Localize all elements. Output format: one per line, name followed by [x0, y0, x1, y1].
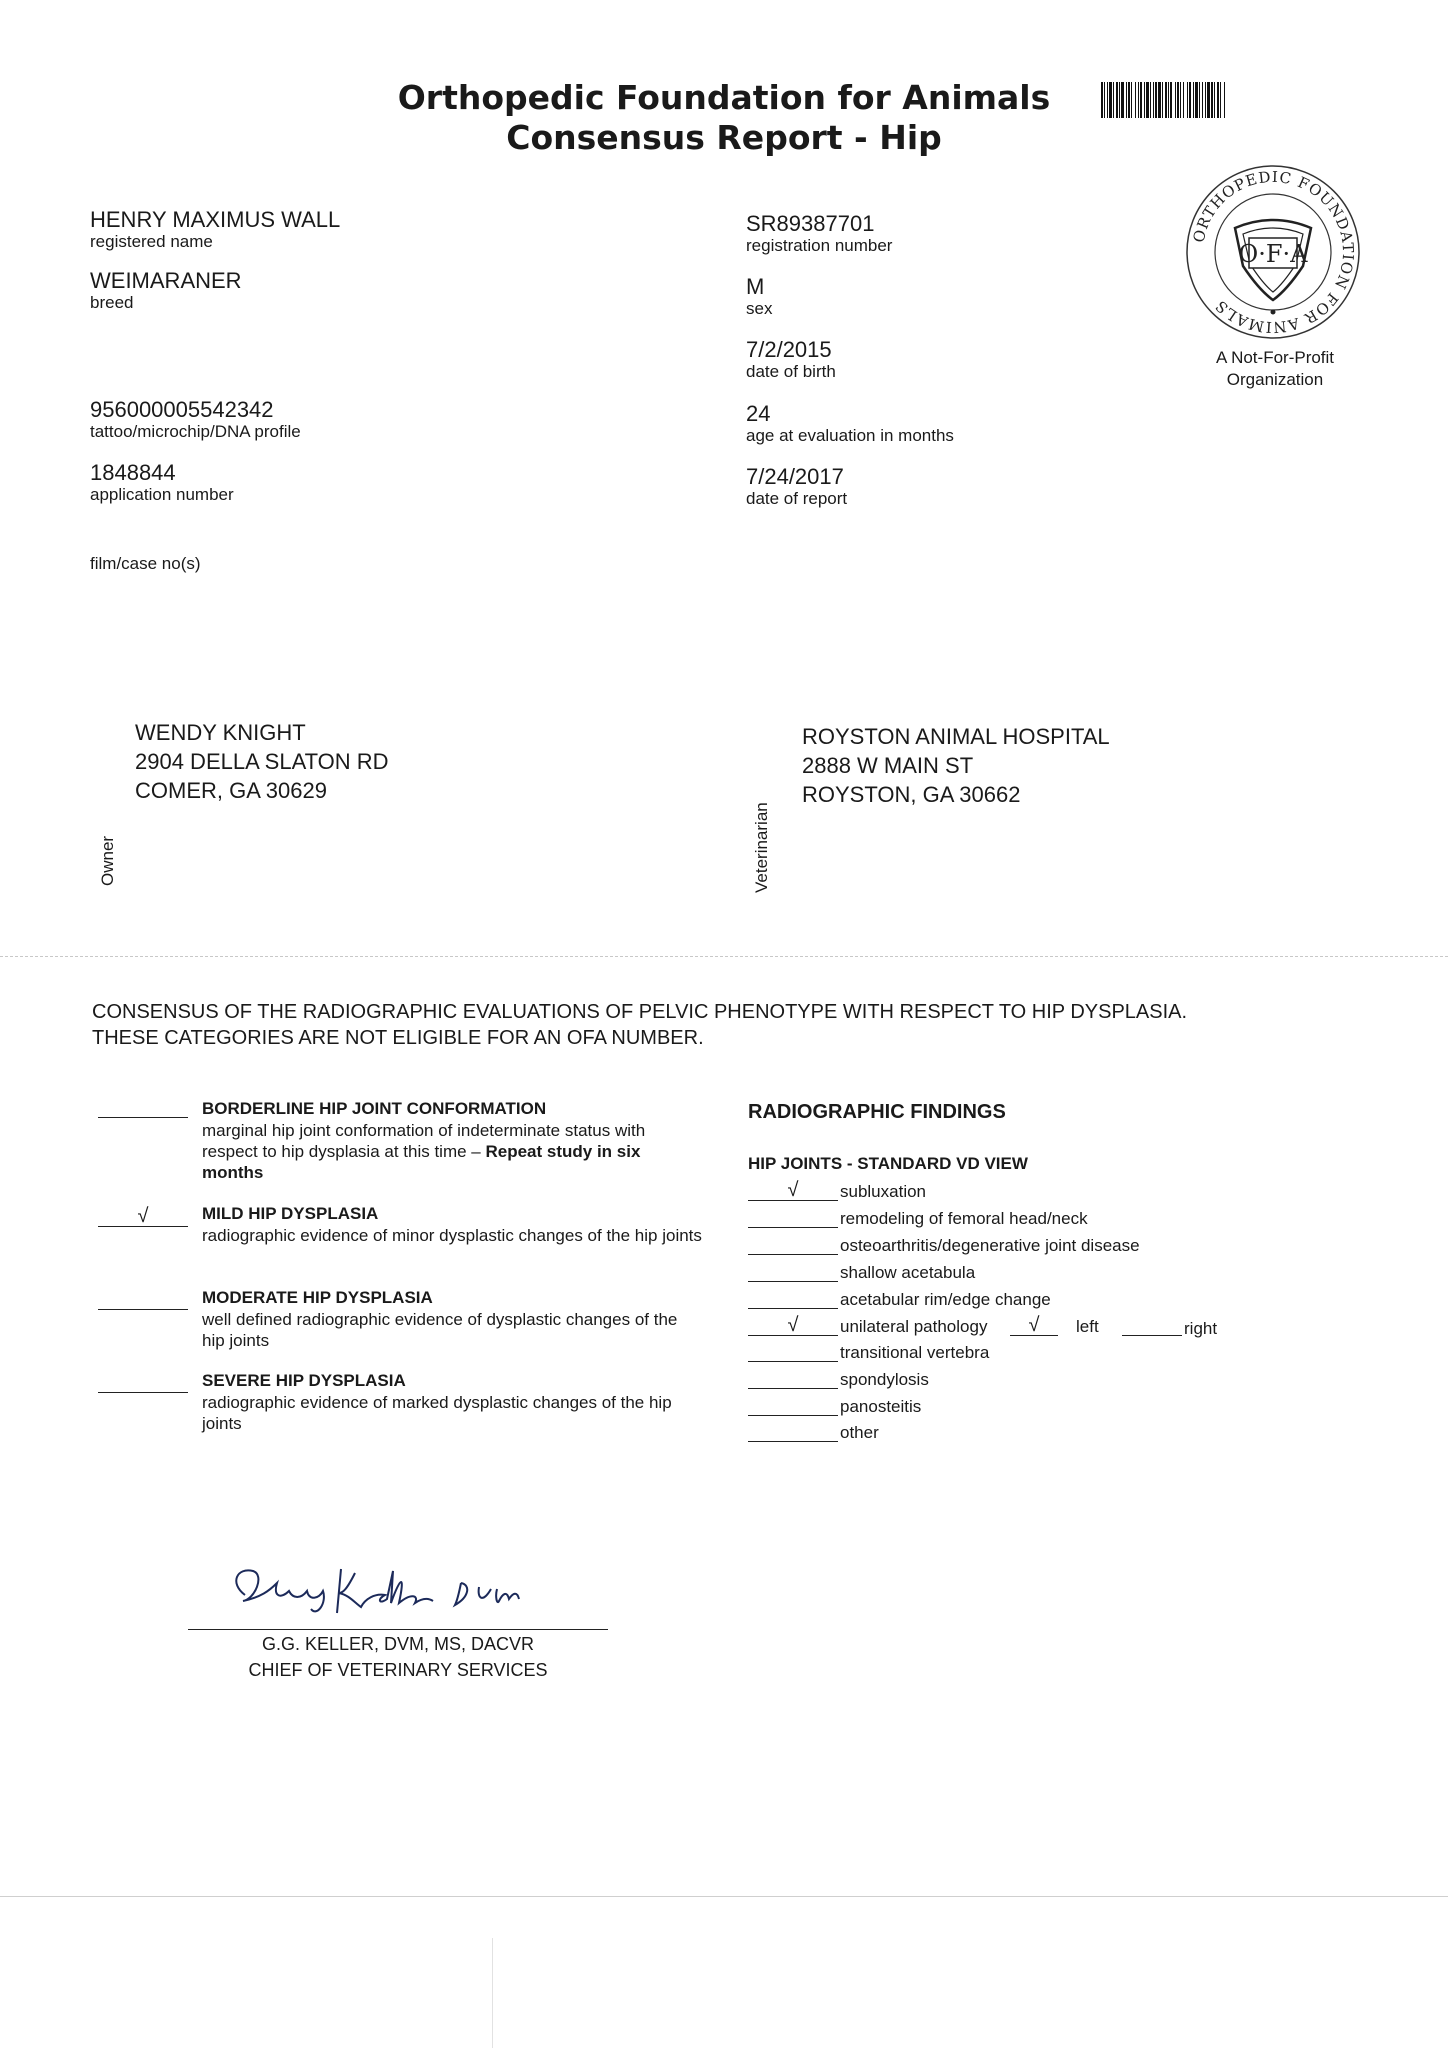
breed-label: breed	[90, 293, 134, 312]
age-value: 24	[746, 401, 771, 426]
category-mild	[202, 1203, 702, 1246]
veterinarian-name: ROYSTON ANIMAL HOSPITAL	[802, 724, 1110, 749]
category-description: radiographic evidence of minor dysplastic changes of the hip joints	[202, 1226, 702, 1245]
category-title: SEVERE HIP DYSPLASIA	[202, 1371, 406, 1390]
category-title: BORDERLINE HIP JOINT CONFORMATION	[202, 1099, 547, 1118]
consensus-line2: THESE CATEGORIES ARE NOT ELIGIBLE FOR AN OFA NUMBER.	[92, 1027, 704, 1049]
sex-value: M	[746, 274, 765, 299]
category-description: marginal hip joint conformation of indeterminate status with respect to hip dysplasia at this time – Repeat study in six months	[202, 1121, 646, 1182]
category-title: MODERATE HIP DYSPLASIA	[202, 1288, 433, 1307]
svg-text:O·F·A: O·F·A	[1238, 240, 1308, 268]
signature-line	[188, 1629, 608, 1630]
handwritten-signature	[215, 1553, 575, 1623]
svg-text:ORTHOPEDIC FOUNDATION FOR ANIM: ORTHOPEDIC FOUNDATION FOR ANIMALS	[1189, 167, 1358, 337]
age-label: age at evaluation in months	[746, 426, 954, 445]
category-severe-mark	[98, 1372, 188, 1393]
veterinarian-city: ROYSTON, GA 30662	[802, 782, 1021, 807]
application-number-value: 1848844	[90, 460, 176, 485]
registered-name-value: HENRY MAXIMUS WALL	[90, 207, 341, 232]
signatory-title: CHIEF OF VETERINARY SERVICES	[248, 1660, 548, 1680]
sex-label: sex	[746, 299, 773, 318]
report-title: Orthopedic Foundation for Animals	[397, 78, 1051, 117]
date-of-birth-label: date of birth	[746, 362, 836, 381]
findings-subtitle: HIP JOINTS - STANDARD VD VIEW	[748, 1154, 1028, 1173]
right-side-label: right	[1184, 1319, 1218, 1338]
category-borderline	[202, 1098, 702, 1183]
category-borderline-mark	[98, 1097, 188, 1118]
category-description: well defined radiographic evidence of dysplastic changes of the hip joints	[202, 1310, 678, 1350]
film-case-label: film/case no(s)	[90, 554, 201, 573]
registered-name-label: registered name	[90, 232, 213, 251]
registration-number-value: SR89387701	[746, 211, 875, 236]
seal-caption-line2: Organization	[1226, 370, 1324, 389]
ofa-seal	[1183, 162, 1363, 342]
category-moderate-mark	[98, 1289, 188, 1310]
owner-city: COMER, GA 30629	[135, 778, 327, 803]
breed-value: WEIMARANER	[90, 268, 242, 293]
owner-side-label: Owner	[98, 835, 117, 886]
owner-street: 2904 DELLA SLATON RD	[135, 749, 389, 774]
seal-caption-line1: A Not-For-Profit	[1215, 348, 1335, 367]
findings-title: RADIOGRAPHIC FINDINGS	[748, 1101, 1006, 1123]
category-description: radiographic evidence of marked dysplastic changes of the hip joints	[202, 1393, 672, 1433]
date-of-report-label: date of report	[746, 489, 848, 508]
perforation-divider	[0, 956, 1448, 957]
bottom-divider	[0, 1896, 1448, 1897]
registration-number-label: registration number	[746, 236, 893, 255]
category-moderate	[202, 1287, 702, 1351]
signatory-name: G.G. KELLER, DVM, MS, DACVR	[261, 1634, 535, 1654]
veterinarian-side-label: Veterinarian	[752, 802, 771, 893]
veterinarian-street: 2888 W MAIN ST	[802, 753, 974, 778]
date-of-birth-value: 7/2/2015	[746, 337, 832, 362]
left-side-label: left	[1076, 1317, 1099, 1336]
application-number-label: application number	[90, 485, 234, 504]
barcode	[1101, 82, 1359, 118]
report-subtitle: Consensus Report - Hip	[506, 118, 942, 157]
category-mild-mark: √	[98, 1206, 188, 1227]
microchip-value: 956000005542342	[90, 397, 274, 422]
owner-name: WENDY KNIGHT	[135, 720, 306, 745]
microchip-label: tattoo/microchip/DNA profile	[90, 422, 301, 441]
right-side-mark	[1122, 1315, 1182, 1336]
consensus-line1: CONSENSUS OF THE RADIOGRAPHIC EVALUATIONS OF PELVIC PHENOTYPE WITH RESPECT TO HIP DYSPLASIA.	[92, 1001, 1188, 1023]
fold-mark	[492, 1938, 493, 2048]
category-title: MILD HIP DYSPLASIA	[202, 1204, 379, 1223]
date-of-report-value: 7/24/2017	[746, 464, 844, 489]
left-side-mark: √	[1010, 1315, 1058, 1336]
category-severe	[202, 1370, 702, 1434]
